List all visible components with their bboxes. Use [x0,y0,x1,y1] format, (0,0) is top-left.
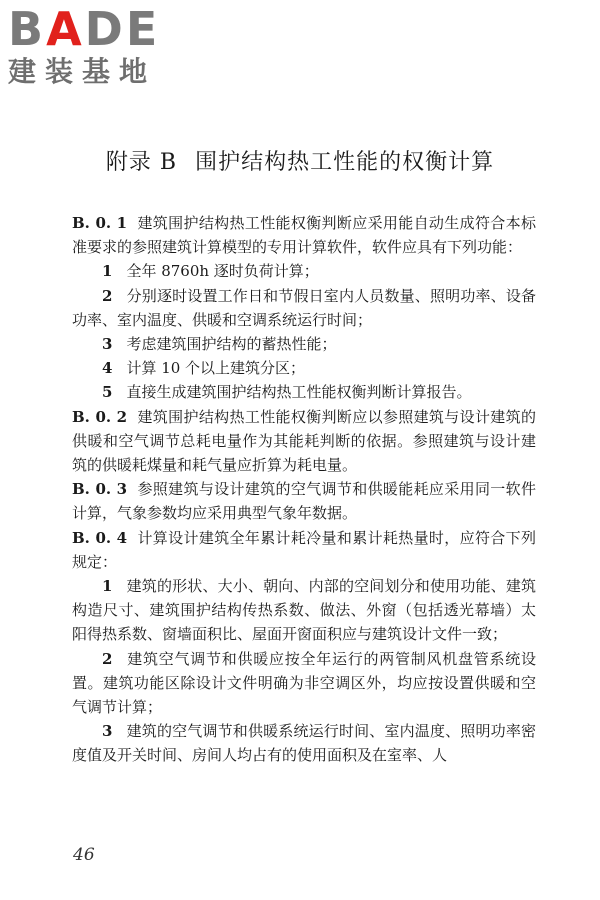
list-item [72,647,536,720]
item-text: 分别逐时设置工作日和节假日室内人员数量、照明功率、设备功率、室内温度、供暖和空调系统运行时间； [72,286,536,329]
item-text: 计算 10 个以上建筑分区； [126,359,306,378]
clause-b-0-1 [72,211,536,259]
clause-number: B. 0. 2 [72,407,128,426]
list-item [72,574,536,647]
clause-b-0-3 [72,477,536,525]
list-item [72,380,536,404]
clause-b-0-4 [72,526,536,574]
bade-logo [8,4,178,96]
item-text: 建筑的形状、大小、朝向、内部的空间划分和使用功能、建筑构造尺寸、建筑围护结构传热系数、做法、外窗（包括透光幕墙）太阳得热系数、窗墙面积比、屋面开窗面积应与建筑设计文件一致； [72,577,536,644]
clause-number: B. 0. 1 [72,214,128,232]
clause-b-0-2 [72,405,536,478]
item-text: 直接生成建筑围护结构热工性能权衡判断计算报告。 [126,383,472,402]
list-item [72,259,536,283]
clause-text: 建筑围护结构热工性能权衡判断应采用能自动生成符合本标准要求的参照建筑计算模型的专用计算软件，软件应具有下列功能： [72,214,536,257]
appendix-label: 附录 B [105,150,178,175]
clause-text: 建筑围护结构热工性能权衡判断应以参照建筑与设计建筑的供暖和空气调节总耗电量作为其能耗判断的依据。参照建筑与设计建筑的供暖耗煤量和耗气量应折算为耗电量。 [72,407,536,475]
appendix-title-text: 围护结构热工性能的权衡计算 [195,150,495,175]
item-number: 2 [102,649,113,668]
list-item [72,356,536,380]
item-number: 1 [102,262,113,281]
clause-text: 参照建筑与设计建筑的空气调节和供暖能耗应采用同一软件计算，气象参数均应采用典型气象年数据。 [72,480,536,523]
item-number: 5 [102,383,113,402]
clause-text: 计算设计建筑全年累计耗冷量和累计耗热量时，应符合下列规定： [72,528,536,571]
item-text: 建筑的空气调节和供暖系统运行时间、室内温度、照明功率密度值及开关时间、房间人均占有的使用面积及在室率、人 [72,722,536,765]
page-number: 46 [73,845,95,865]
list-item [72,284,536,332]
document-body [72,211,536,768]
item-number: 1 [102,577,113,596]
item-text: 建筑空气调节和供暖应按全年运行的两管制风机盘管系统设置。建筑功能区除设计文件明确为非空调区外，均应按设置供暖和空气调节计算； [72,649,536,717]
item-number: 4 [102,359,113,378]
clause-number: B. 0. 3 [72,480,128,499]
clause-number: B. 0. 4 [72,528,128,547]
item-text: 全年 8760h 逐时负荷计算； [126,262,319,281]
item-number: 3 [102,722,113,741]
appendix-title [0,148,600,178]
logo-wordmark: BADE [8,2,161,56]
list-item [72,719,536,767]
list-item [72,332,536,356]
item-number: 3 [102,335,113,354]
item-number: 2 [102,286,113,305]
logo-tagline: 建装基地 [8,55,157,88]
item-text: 考虑建筑围护结构的蓄热性能； [126,335,337,354]
